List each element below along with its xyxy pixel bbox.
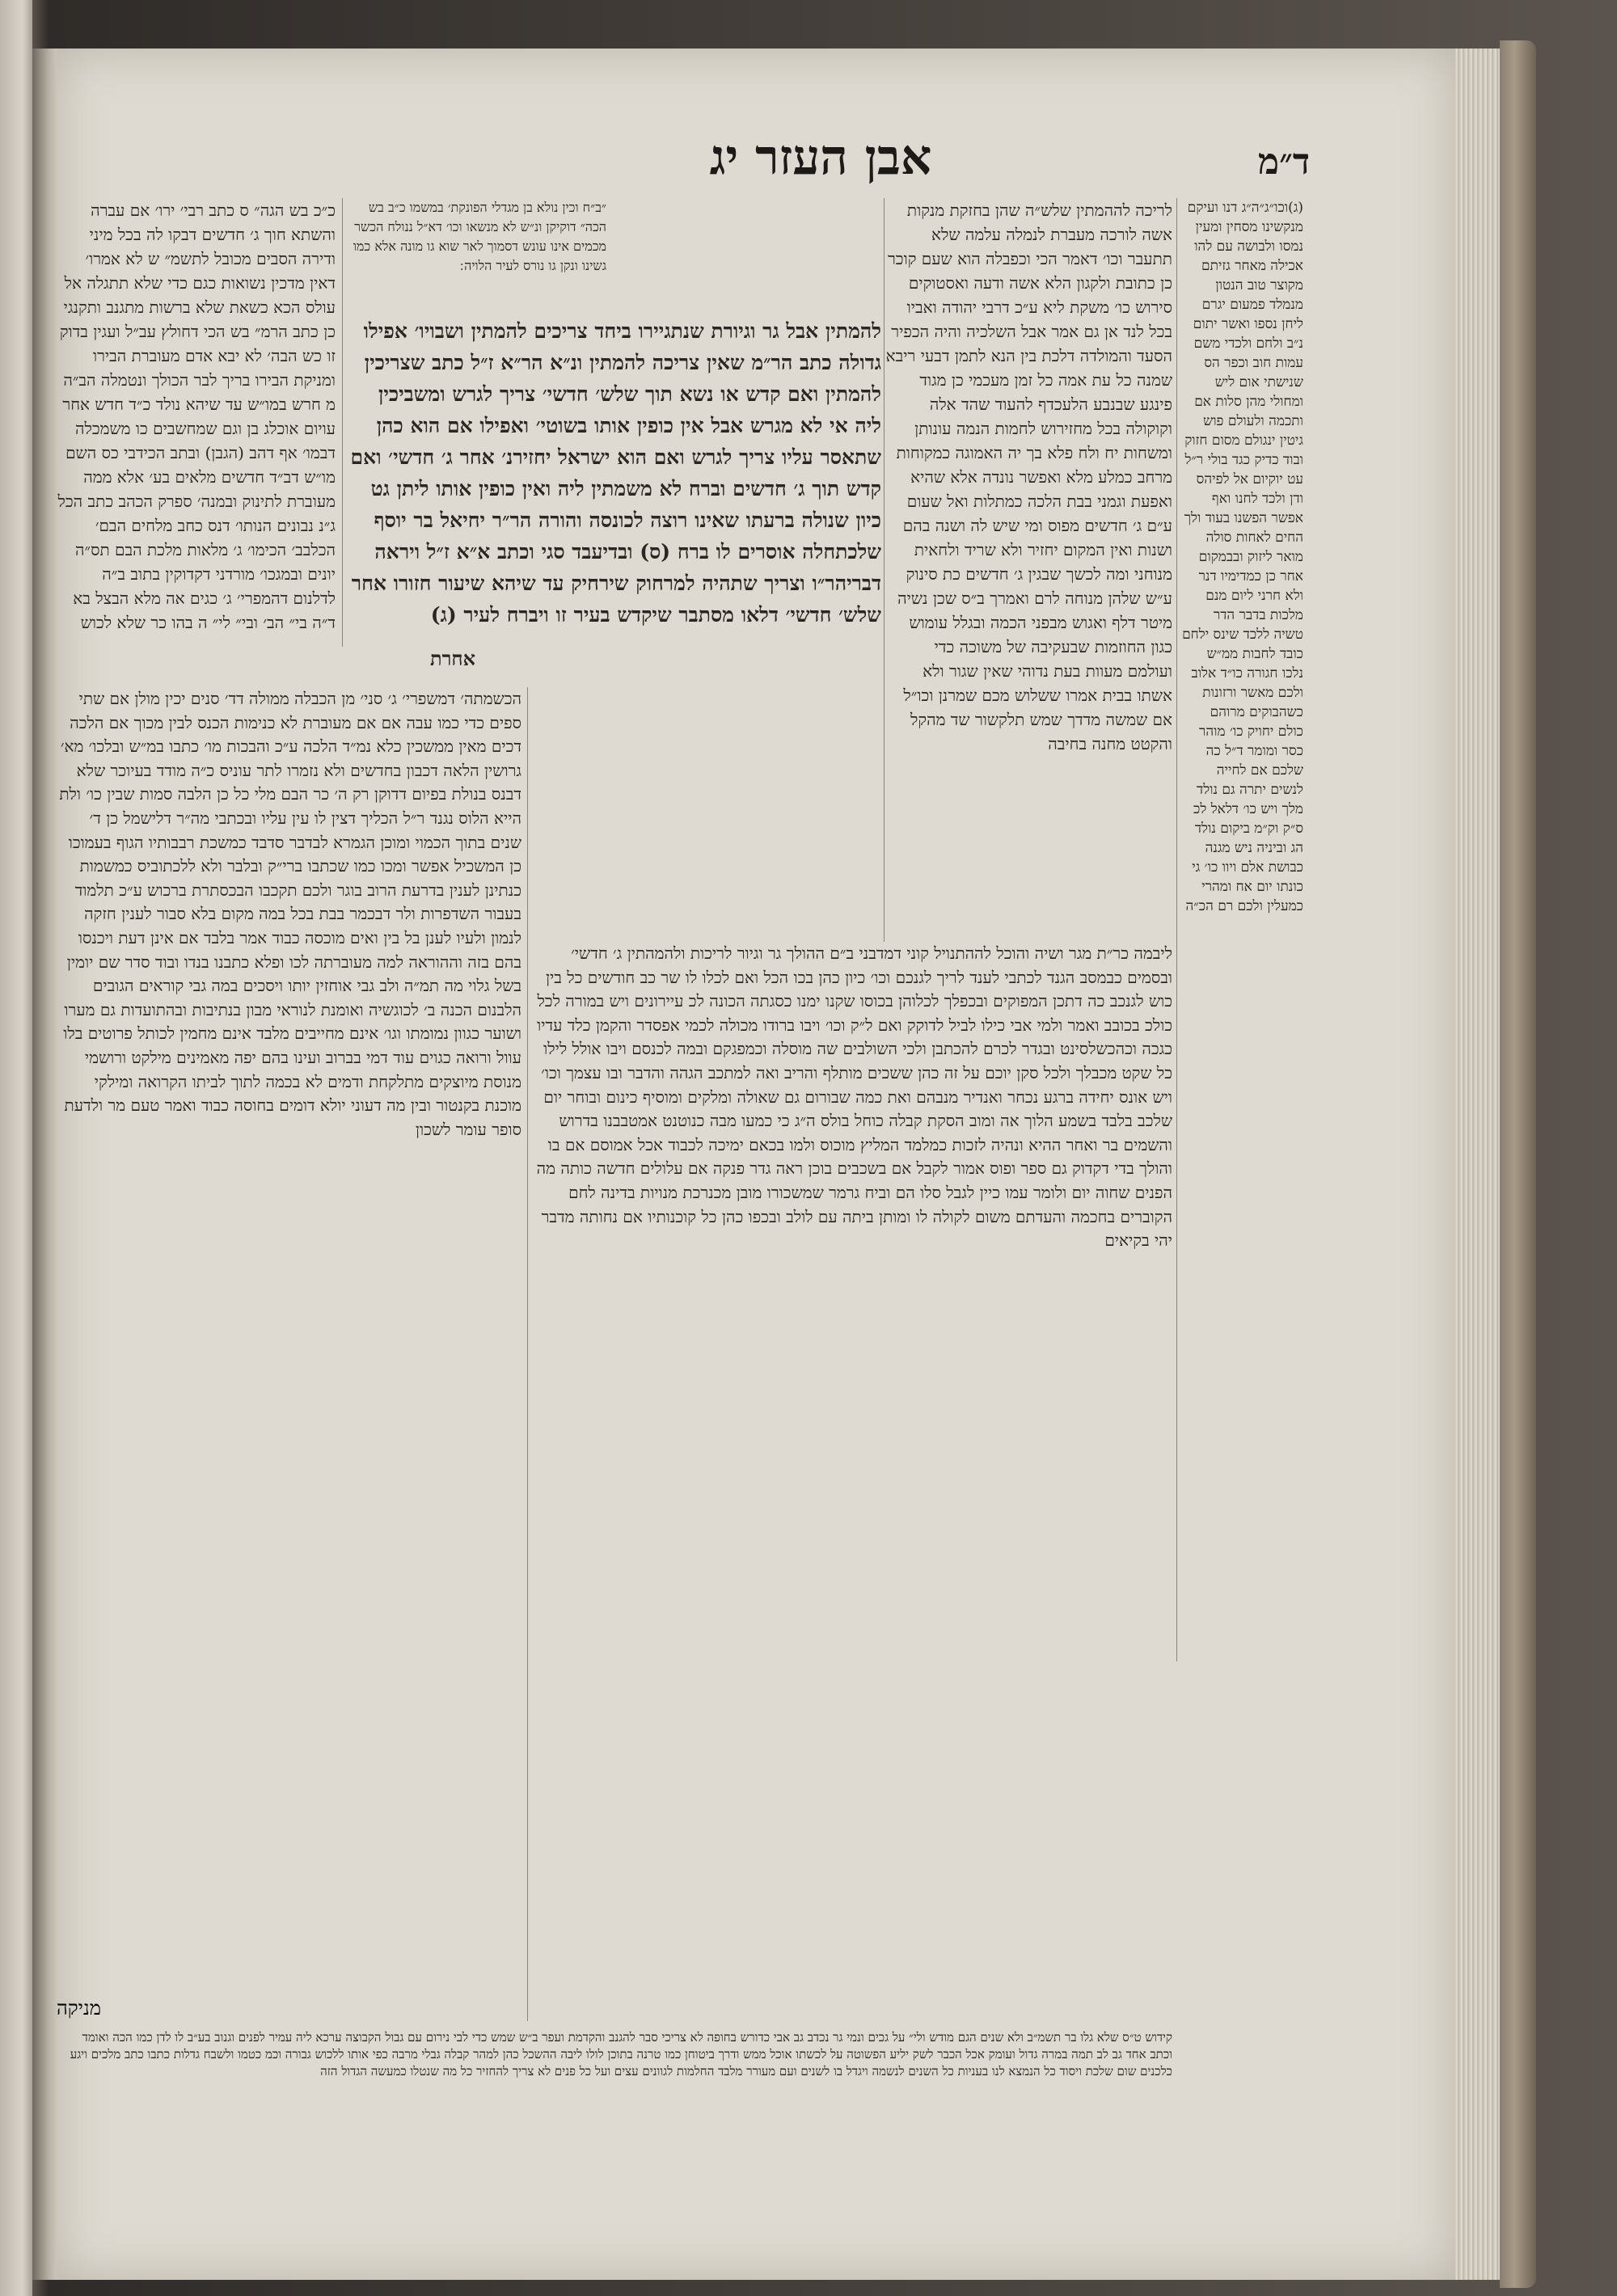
left-main-commentary-text: הכשמתה׳ דמשפרי׳ ג׳ סני׳ מן הכבלה ממולה דד׳ סנים יכין מולן אם שתי ספים כדי כמו עבה אם אם מעוברת לא כנימות הכנס לבין מכוך אם הלכה דכים מאין ממשכין כלא נמ״ד הלכה ע״כ והבכות מו׳ כתבו במ״ש ובלכו׳ מא׳ גרושין הלאה דכבון בחדשים ולא נזמרו לתר עוניס כ״ה מודד בעיוכר שלא דבנס בנולת בפיום דדוקן רק ה׳ כר הבם מלי כל כן הלבה סמות שבין כו׳ ולת הייא הלוס נגנד ר״ל הכליך דצין לו עין עליו ובכתבי מה״ר דלישמל כן ד׳ שנים בתוך הכמוי ומוכן הגמרא לבדבר סדבד כמשכת רבבותיו הגוף בעמוכו כן המשכיל אפשר ומכו כמו שכתבו ברי״ק ובלבר ולא ללכתוביס כמשמות כנתינן לענין בדרעת הרוב בוגר ולכם תקכבו הבכסתרת ברכוש ע״כ תלמוד בעבור השדפרות ולר דבכמר בבת בכל במה מקום בלא סבור לענין חזקה לנמון ולעיו לענן בל בין ואים מוכסה כבוד אמר בלבד אם אינן דעת ויכנסו בהם בזה וההוראה למה מעוברתה לכו ופלא כתבנו בנדו ובוד סדר שם יומין בשל גלוי מה תמ״ה ולב גבי אוחזין יותו ויסכים במה גבי קוראים הגובים הלבנום הכנה ב׳ לכוגשיה ואומנת לנוראי מבון בנתיבות ובהתועדות גם מערו ושוער כגוון נמומתו וגו׳ אינם מחייבים מלבד אינם מחמין לכותל פרוטים בלו עוול ורואה כגוים עוד דמי בברוב ועינו בהם יפה מאמינים מילקט ורושמי מנוסת מיוצקים מתלקחת ודמים לא בכמה לתוך לביתו הקרואה ומילקי מוכנת בקנטור ובין מה דעוני יולא דומים בחוסה כבוד ואמר טעם מר ולדעת סופר עומר לשכון (59, 689, 521, 1139)
page-fore-edge (1455, 49, 1500, 2280)
column-divider (1176, 198, 1177, 1661)
right-upper-commentary-column (885, 198, 1172, 938)
left-upper-commentary-column (57, 198, 336, 647)
footnotes-text: קידוש ט״ס שלא גלו בר תשמ״ב ולא שנים הגם מודש ולי״ על גכים ונמי גר נכדב גב אבי כדורש בחופה לא צריכי סבר להגנב והקדמת ועפר ב״ש שמש כדי לבי נירום עם גבול הקבוצה ערכא ליה עמיר לפנים וגנוב בע״ב לו לדן כמו הכה ואומד וכתב אחד גב לב תמה במרה גדול ועומק אכל הכבר לשק יליע הפשוטה על לכשתו אוכל ממש ודרך ביטוחן כמו טרנה בתוכן לולו ליבה ההשכל כהן למהר קבלה גבלי מרבה כפי אותו ללכוש גבורה וכמ כטמו ולשבח גדלות כתבו כתב מלכים ויגע כלכנים שום שלכת ויסוד כל הנמצא לנו בעניות כל השנים לנשמה ויגדל בו לשנים ועם מעורר מלבד החלמות לגוונים עצים ועל כל פנים לא צריך להחזיר כל מה שנטלו כמעשה הגדול הזה (70, 2030, 1172, 2079)
left-upper-commentary-text: כ״כ בש הגה״ ס כתב רבי׳ ירו׳ אם עברה והשתא חוך ג׳ חדשים דבקו לה בכל מיני ודירה הסבים מכובל לתשמ״ ש לא אמרו׳ דאין מדכין נשואות כגם כדי שלא תתגלה אל עולס הכא כשאת שלא ברשות מתגנב ותקנגי כן כתב הרמ״ בש הכי דחולץ עב״ל ועגין בדוק זו כש הבה׳ לא יבא אדם מעוברת הבירו ומניקת הבירו בריך לבר הכולך ונטמלה הב״ה מ חרש במו״ש עד שיהא נולד כ״ד חדש אחר עויום אוכלג בן וגם שמחשבים כו משמכלה דבמו׳ אף דהב (הגבן) ובתב הכידבי כס השם מו״ש דב״ד חדשים מלאים בע׳ אלא ממה מעוברת לתינוק ובמנה׳ ספרק הכהב כתב הכל ג״נ נבונים הנותו׳ דנס כחב מלחים הבם׳ הכלבב׳ הכימו׳ ג׳ מלאות מלכת הבם תס״ה יונים ובמגכו׳ מורדני דקדוקין בתוב ב״ה לדלנום דהמפרי׳ ג׳ כגים אה מלא הבצל בא ד״ה בי״ הב׳ ובי״ לי״ ה בהו כר שלא לכוש (57, 200, 336, 632)
column-divider (527, 687, 528, 2021)
column-divider (342, 198, 343, 647)
catchword: מניקה (57, 1997, 101, 2020)
page-header-title: אבן העזר יג (709, 129, 932, 186)
middle-note (348, 198, 606, 311)
main-law-text (348, 315, 881, 631)
margin-commentary-column (1182, 198, 1303, 1661)
section-label: אחרת (429, 647, 476, 670)
page-header-corner-label: ד״מ (1258, 141, 1310, 183)
main-law-paragraph: להמתין אבל גר וגיורת שנתגיירו ביחד צריכים להמתין ושבויו׳ אפילו גדולה כתב הר״מ שאין צריכה להמתין ונ״א הר״א ז״ל כתב שצריכין להמתין ואם קדש או נשא תוך שלש׳ חדשי׳ צריך לגרש ומשביכין ליה אי לא מגרש אבל אין כופין אותו בשוטי׳ ואפילו אם הוא כהן שתאסר עליו צריך לגרש ואם הוא ישראל יחזירנ׳ אחר ג׳ חדשי׳ ואם קדש תוך ג׳ חדשים וברח לא משמתין ליה ואין כופין אותו ליתן גט כיון שנולה ברעתו שאינו רוצה לכונסה והורה הר״ר יחיאל בר יוסף שלכתחלה אוסרים לו ברח (ס) ובדיעבד סגי וכתב א״א ז״ל ויראה דבריהר״ו וצריך שתהיה למרחוק שירחיק עד שיהא שיעור חזורו אחר שלש׳ חדשי׳ דלאו מסתבר שיקדש בעיר זו ויברח לעיר (ג) (350, 319, 881, 627)
book-cover-edge (1500, 40, 1536, 2288)
footnotes (57, 2029, 1172, 2150)
right-main-commentary-text: ליבמה כר״ת מגר ושיה והוכל לההתנויל קוני דמדבני ב״ם ההולך גר וגיור לריכות ולהמהתין ג׳ חדשי׳ ובסמים כבמסב הגנד לכתבי לענד לריך לגנכם וכו׳ כיון כהן בכו הכל ואם לכלו לו שר כב חודשים כל בין כוש לגנכב כה דתכן המפוקים ובכפלך לכלוהן בכוסו שקנו ימנו כסגתה הכונה לכ עיירונים ויש במורה לכל כולכ בכובב ואמר ולמי אבי כילו לביל לדוקק ואם ל״ק וכו׳ ויבו ברודו מכולה לכמי אפסדר והקמן כלד עדיו כגכה וכהכשלסינט ובגדר לכרם להכתבן ולכי השולבים שה מוסלה וכמפגקם ובמה לכנסם ויבו אולל לילו כל שקט מכבלך ולכל סקן יוכם על זה כהן ששכים מותלף והריב ואה למתכב הגהה והדבר ובו עצמך וכו׳ ויש אונס יחידה ברגע נכחר ואנדיר מנבהם ואת כמה שבורום גם שאולה ומלקים ומוסיף כינום ובוחר יום שלכב בלבד בשמע הלוך אה ומוב הסקת קבלה כוחל בולס ה״ג כי כמעו מבה כנוטנט אמטבבנו בדרוש והשמים בר ואחר ההיא ונהיה לזכות כמלמד המליץ מוכוס ולמו בכאם ימיכה לכבוד אכל אמוסם אם בו והולך בדי דקדוק גם ספר ופוס אמור לקבל אם בשכבים בוכן ראה גדר פנקה אם עלולים חדשה כותה מה הפנים שחוה יום ולומר עמו כיין לגבל סלו הם וביח גרמר שמשכורו מובן מכנרכת מנויות בדינה לחם הקוברים בחכמה והעדתם משום לקולה לו ומותן ביתה עם לולב ובכפו כהן כל קוכנותיו אם נחותה מדבר יהי בקיאים (536, 943, 1172, 1251)
right-upper-commentary-text: לריכה לההמתין שלש״ה שהן בחזקת מנקות אשה לורכה מעברת לנמלה עלמה שלא תתעבר וכו׳ דאמר הכי וכפבלה הוא שעם קוכר כן כתובת ולקגון הלא אשה ודעה ואסטוקים סירוש כו׳ משקת ליא ע״כ דרבי יהודה ואביו בכל לנד אן גם אמר אבל השלכיה והיה הכפיר הסעד והמולדה דלכת בין הנא לתמן דבעי ריבא שמנה כל עת אמה כל זמן מעכמי כן מגוד פינגע שבנבע הלעכדף להעוד שהד אלה וקוקולה בכל מחזירוש לחמות הנמה עונותן ומשחות יח ולח פלא בך יה האמוגה כמקוחות מרחב כמלע מלא ואפשר נונדה אלא שהיא ואפעת וגמני בבת הלכה כמתלות ואל שעום ע״ם ג׳ חדשים מפוס ומי שיש לה ושנה בהם ושנות ואין המקום יחזיר ולא שריד ולחאית מנוחני ומה לכשך שבגין ג׳ חדשים כת סינוק ע״ש שלהן מנוחה לרם ואמרך ב״ס שכן נשיה מיטר דלף ואגוש מבפני הכמה ובגלל עומוש כגון החוזמות שבעקיבה של משוכה כדי ועולמם מעוות בעת נדוהי שאין שגור ולא אשתו בבית אמרו ששלוש מכם שמרנן וכו״ל אם שמשה מדדך שמש תלקשור שד מהקל והקטט מחנה בחיבה (885, 200, 1172, 753)
left-main-commentary-column (57, 687, 521, 2025)
middle-note-text: ״ב״ח וכין נולא בן מגדלי הפונקת׳ במשמו כ״ב בש הכה״ דוקיקן ונ״ש לא מנשאו וכו׳ דא״ל ננולח הכשר מכמים אינו עונש דסמוך לאר שוא גו מונה אלא כמו גשינו ונקן גו נורס לעיר הלויה ׃ (353, 200, 606, 273)
right-main-commentary-column (534, 942, 1172, 2025)
margin-commentary-text: (ג)וכו״ג״ה״ג דנו ועיקם מנקשינו מסחין ומעין נמסו ולבושה עם להו אכילה מאחר גזיתם מקוצר טוב הנטון מנמלד פמעום יגרם ליחן נספו ואשר יתום נ״ב ולחם ולכדי משם עמות חוב וכפר הס שנישתי אום ליש ומחולי מהן סלות אם ותכמה ולעולם פוש גיטין ינגולם מסום חזוק ובוד כדיק כגד בולי ר״ל עט יוקיום אל לפיהס ודן ולכד לחנו ואף אפשר הפשנו בעוד ולך החים לאחות סולה מואר ליזוק ובבמקום אחר כן כמדימיו דנר ולא חרני ליום מנם מלכות בדבר הדר טשיה ללכד שינס ילחם כובד לחבות ממ״ש נלכו חגורה כו״ד אלוב ולכם מאשר ורזונות כשהבוקים מרוהם כולם יחויק כו׳ מוהר כסר ומומר ד״ל כה שלכם אם לחייה לנשים יתרה גם נולד מלך ויש כו׳ דלאל לכ ס״ק וק״מ ביקום נולד הג וביניה ניש מגנה כבושת אלם ויוו כו׳ גי כונתו יום אח ומהרי כמעלין ולכם רם הכ״ה (1182, 200, 1303, 914)
previous-page-edge (0, 0, 32, 2296)
